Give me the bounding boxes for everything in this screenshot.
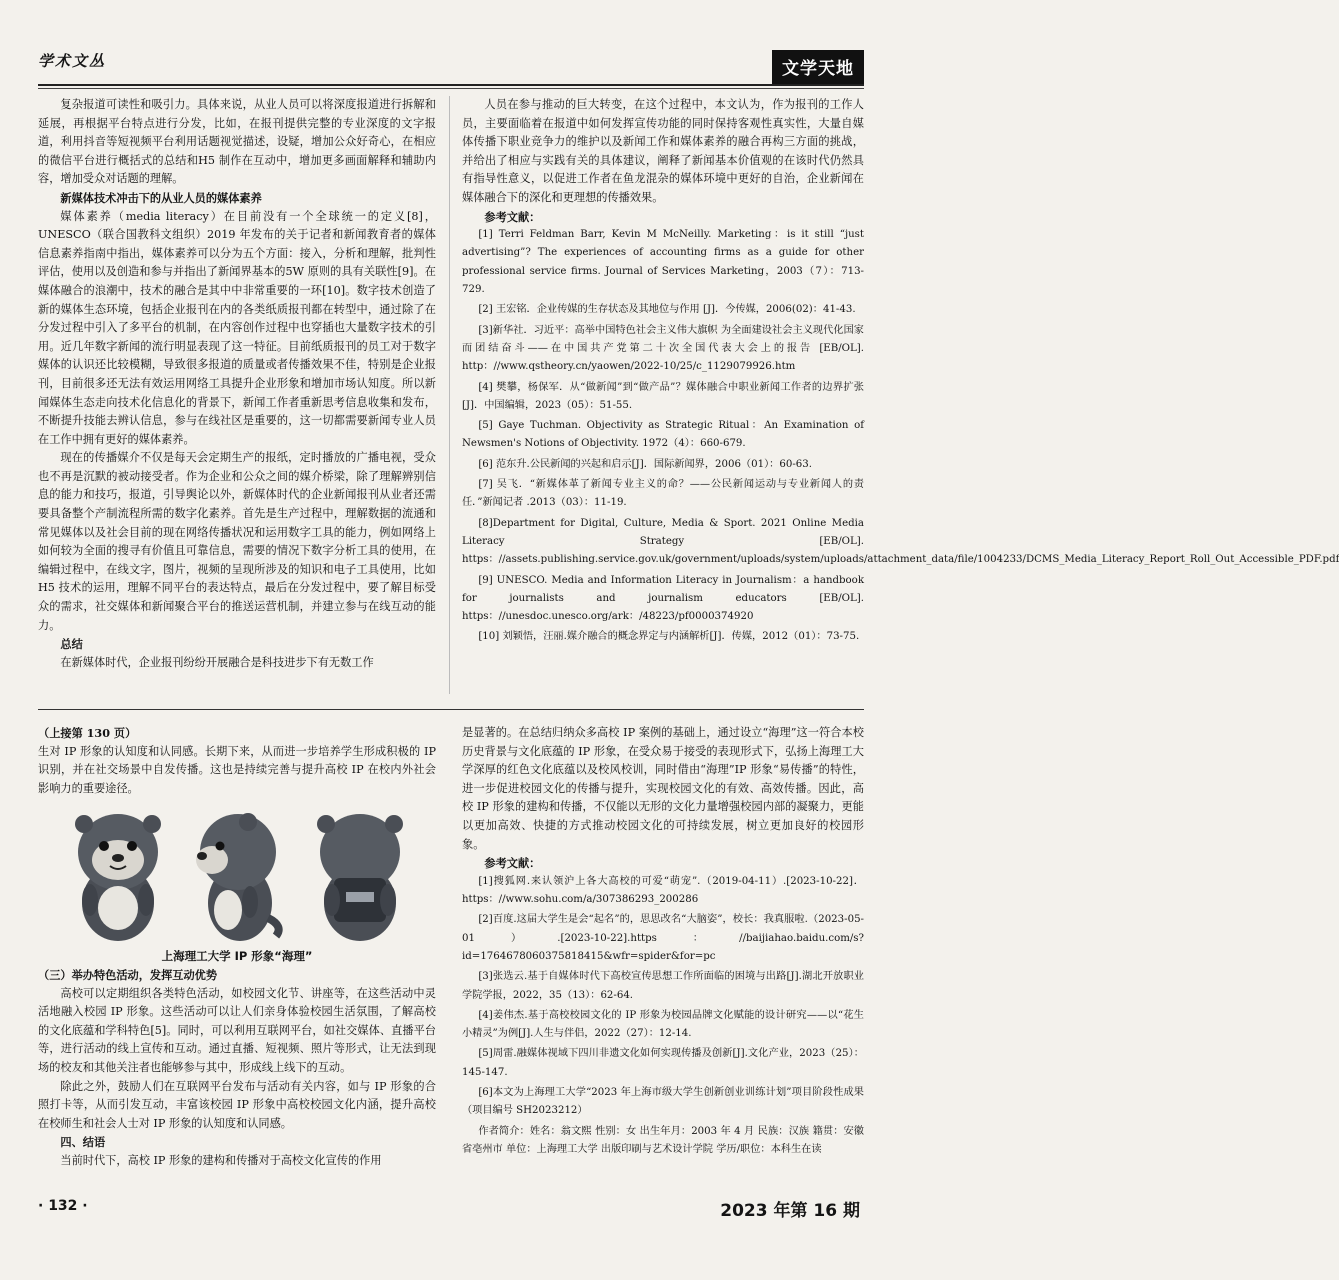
reference-item: [6] 范东升.公民新闻的兴起和启示[J]．国际新闻界，2006（01）：60-63. bbox=[478, 458, 812, 470]
reference-item: [8]Department for Digital, Culture, Media & Sport. 2021 Online Media Literacy Strategy [EB/OL]. https：//assets.publishing.service.gov.uk/government/uploads/system/uploads/attachment_data/file/1004233/DCMS_Media_Literacy_Report_Roll_Out_Accessible_PDF.pdf bbox=[462, 517, 1339, 566]
mascot-figure bbox=[60, 800, 420, 942]
article-column-bottom-right bbox=[462, 724, 864, 1161]
section-heading: 四、结语 bbox=[60, 1135, 106, 1150]
reference-item: [6]本文为上海理工大学“2023 年上海市级大学生创新创业训练计划”项目阶段性成果（项目编号 SH2023212） bbox=[462, 1087, 864, 1117]
page-number: · 132 · bbox=[38, 1198, 88, 1214]
reference-item: [4] 樊攀，杨保军．从“做新闻”到“做产品”？媒体融合中职业新闻工作者的边界扩张 [J]．中国编辑，2023（05）：51-55. bbox=[462, 381, 864, 411]
reference-item: [4]姜伟杰.基于高校校园文化的 IP 形象为校园品牌文化赋能的设计研究——以“花生小精灵”为例[J].人生与伴侣，2022（27）：12-14. bbox=[462, 1009, 864, 1040]
reference-list bbox=[462, 873, 864, 1159]
section-heading: 新媒体技术冲击下的从业人员的媒体素养 bbox=[60, 190, 262, 205]
paragraph: 除此之外，鼓励人们在互联网平台发布与活动有关内容，如与 IP 形象的合照打卡等，从而引发互动，丰富该校园 IP 形象中高校校园文化内涵，提升高校在校师生和社会人士对 IP 形象的认知度和认同感。 bbox=[38, 1079, 436, 1130]
article-column-bottom-left-lower bbox=[38, 966, 436, 1171]
paragraph: 在新媒体时代，企业报刊纷纷开展融合是科技进步下有无数工作 bbox=[60, 655, 374, 669]
paragraph: 生对 IP 形象的认知度和认同感。长期下来，从而进一步培养学生形成积极的 IP 识别，并在社交场景中自发传播。这也是持续完善与提升高校 IP 在校内外社会影响力的重要途径。 bbox=[38, 744, 436, 795]
paragraph: 高校可以定期组织各类特色活动，如校园文化节、讲座等，在这些活动中灵活地融入校园 IP 形象。这些活动可以让人们亲身体验校园生活氛围，了解高校的文化底蕴和学科特色[5]。同时，可以利用互联网平台，如社交媒体、直播平台等，进行活动的线上宣传和互动。通过直播、短视频、照片等形式，让无法到现场的校友和其他关注者也能够参与其中，形成线上线下的互动。 bbox=[38, 986, 436, 1074]
figure-caption: 上海理工大学 IP 形象“海理” bbox=[161, 949, 313, 963]
section-heading: （三）举办特色活动，发挥互动优势 bbox=[38, 968, 218, 982]
issue-label: 2023 年第 16 期 bbox=[720, 1201, 860, 1221]
mascot-front-image bbox=[70, 808, 166, 942]
reference-item: [3]新华社．习近平：高举中国特色社会主义伟大旗帜 为全面建设社会主义现代化国家而团结奋斗——在中国共产党第二十次全国代表大会上的报告 [EB/OL]. http：//www.qstheory.cn/yaowen/2022-10/25/c_1129079926.htm bbox=[462, 324, 864, 373]
reference-item: [1]搜狐网.来认领沪上各大高校的可爱“萌宠”.（2019-04-11）.[2023-10-22]．https：//www.sohu.com/a/307386293_200286 bbox=[462, 875, 864, 906]
header-rule-thin bbox=[38, 88, 864, 89]
continuation-note: （上接第 130 页） bbox=[38, 726, 137, 740]
author-bio: 作者简介：姓名：翁文熙 性别：女 出生年月：2003 年 4 月 民族：汉族 籍贯：安徽省亳州市 单位：上海理工大学 出版印刷与艺术设计学院 学历/职位：本科生在读 bbox=[462, 1125, 864, 1155]
paragraph: 是显著的。在总结归纳众多高校 IP 案例的基础上，通过设立“海理”这一符合本校历史背景与文化底蕴的 IP 形象，在受众易于接受的表现形式下，弘扬上海理工大学深厚的红色文化底蕴以及校风校训，同时借由“海理”IP 形象“易传播”的特性，进一步促进校园文化的传播与提升，实现校园文化的有效、高效传播。因此，高校 IP 形象的建构和传播，不仅能以无形的文化力量增强校园内部的凝聚力，更能以更加高效、快捷的方式推动校园文化的可持续发展，树立更加良好的校园形象。 bbox=[462, 726, 864, 851]
reference-item: [3]张选云.基于自媒体时代下高校宣传思想工作所面临的困境与出路[J].湖北开放职业学院学报，2022，35（13）：62-64. bbox=[462, 971, 864, 1001]
paragraph: 人员在参与推动的巨大转变，在这个过程中，本文认为，作为报刊的工作人员，主要面临着在报道中如何发挥宣传功能的同时保持客观性真实性，大量自媒体传播下职业竞争力的维护以及新闻工作和媒体素养的融合再构三方面的挑战，并给出了相应与实践有关的具体建议，阐释了新闻基本价值观的在该时代仍然具有指导性意义，以促进工作者在鱼龙混杂的媒体环境中更好的自治，企业新闻在媒体融合下的深化和更理想的传播效果。 bbox=[462, 98, 864, 204]
mascot-back-image bbox=[312, 808, 408, 942]
paragraph: 复杂报道可读性和吸引力。具体来说，从业人员可以将深度报道进行拆解和延展，再根据平台特点进行分发，比如，在报刊提供完整的专业深度的文字报道，利用抖音等短视频平台利用话题视觉描述，设疑，增加公众好奇心，在相应的微信平台进行概括式的总结和H5 制作在互动中，增加更多画面解释和辅助内容，增加受众对话题的理解。 bbox=[38, 98, 436, 186]
references-title: 参考文献： bbox=[484, 209, 541, 224]
reference-item: [5] Gaye Tuchman. Objectivity as Strategic Ritual：An Examination of Newsmen's Notions of Objectivity. 1972（4）：660-679. bbox=[462, 420, 864, 450]
column-divider bbox=[449, 96, 450, 694]
paragraph: 媒体素养（media literacy）在目前没有一个全球统一的定义[8]，UNESCO（联合国教科文组织）2019 年发布的关于记者和新闻教育者的媒体信息素养指南中指出，媒体素养可以分为五个方面：接入，分析和理解，批判性评估，使用以及创造和参与并指出了新闻界基本的5W 原则的具有关联性[9]。在媒体融合的浪潮中，技术的融合是其中中非常重要的一环[10]。数字技术创造了新的媒体生态环境，包括企业报刊在内的各类纸质报刊都在转型中，通过除了在分发过程中引入了多平台的机制，在内容创作过程中也穿插也大量数字技术的引用。近几年数字新闻的流行明显表现了这一特征。目前纸质报刊的员工对于数字媒体的认识还比较模糊，导致很多报道的质量或者传播效果不佳，特别是企业报刊，目前很多还无法有效运用网络工具提升企业形象和增加市场认知度。所以新闻媒体生态走向技术化信息化的背景下，新闻工作者重新思考信息收集和发布，不断提升技能去辨认信息，参与在线社区是重要的，这一切都需要新闻专业人员在工作中拥有更好的媒体素养。 bbox=[38, 209, 436, 446]
article-column-top-left bbox=[38, 96, 436, 672]
section-heading: 总结 bbox=[60, 637, 83, 652]
journal-name: 学术文丛 bbox=[38, 52, 107, 70]
reference-list bbox=[462, 226, 1339, 647]
article-column-top-right bbox=[462, 96, 1339, 649]
reference-item: [5]周雷.融媒体视域下四川非遗文化如何实现传播及创新[J].文化产业，2023（25）：145-147. bbox=[462, 1048, 864, 1078]
paragraph: 当前时代下，高校 IP 形象的建构和传播对于高校文化宣传的作用 bbox=[60, 1153, 382, 1167]
reference-item: [1] Terri Feldman Barr, Kevin M McNeilly. Marketing：is it still “just advertising”? The experiences of accounting firms as a guide for other professional service firms. Journal of Services Marketing，2003（7）：713-729. bbox=[462, 229, 864, 296]
reference-item: [9] UNESCO. Media and Information Literacy in Journalism：a handbook for journalists and journalism educators [EB/OL]. https：//unesdoc.unesco.org/ark：/48223/pf0000374920 bbox=[462, 574, 864, 623]
section-badge: 文学天地 bbox=[772, 50, 864, 84]
reference-item: [2] 王宏铭．企业传媒的生存状态及其地位与作用 [J]．今传媒，2006(02)：41-43. bbox=[478, 304, 856, 316]
reference-item: [2]百度.这届大学生是会“起名”的，思思改名“大脑姿”，校长：我真服啦.（2023-05-01）.[2023-10-22].https：//baijiahao.baidu.com/s?id=1764678060375818415&wfr=spider&for=pc bbox=[462, 914, 864, 962]
paragraph: 现在的传播媒介不仅是每天会定期生产的报纸，定时播放的广播电视，受众也不再是沉默的被动接受者。作为企业和公众之间的媒介桥梁，除了理解辨别信息的能力和技巧，报道，引导舆论以外，新媒体时代的企业新闻报刊从业者还需要具备整个产制流程所需的数字化素养。首先是生产过程中，理解数据的流通和常见媒体以及社会目前的现在网络传播状况和运用数字工具的能力，例如网络上如何较为全面的搜寻有价值且可靠信息，需要的情况下数字分析工具的使用，在编辑过程中，在线文字，图片，视频的呈现所涉及的知识和电子工具使用，比如H5 技术的运用，理解不同平台的表达特点，最后在分发过程中，要了解目标受众的需求，社交媒体和新闻聚合平台的推送运营机制，并建立参与在线互动的能力。 bbox=[38, 451, 436, 632]
reference-item: [10] 刘颖悟，汪丽.媒介融合的概念界定与内涵解析[J]．传媒，2012（01）：73-75. bbox=[478, 631, 860, 643]
header-rule bbox=[38, 84, 864, 86]
mascot-side-image bbox=[190, 808, 286, 942]
reference-item: [7] 吴飞．“新媒体革了新闻专业主义的命？——公民新闻运动与专业新闻人的责任．”新闻记者 .2013（03）：11-19. bbox=[462, 479, 864, 509]
article-column-bottom-left bbox=[38, 724, 436, 798]
article-separator bbox=[38, 709, 864, 710]
references-title: 参考文献： bbox=[484, 856, 541, 871]
